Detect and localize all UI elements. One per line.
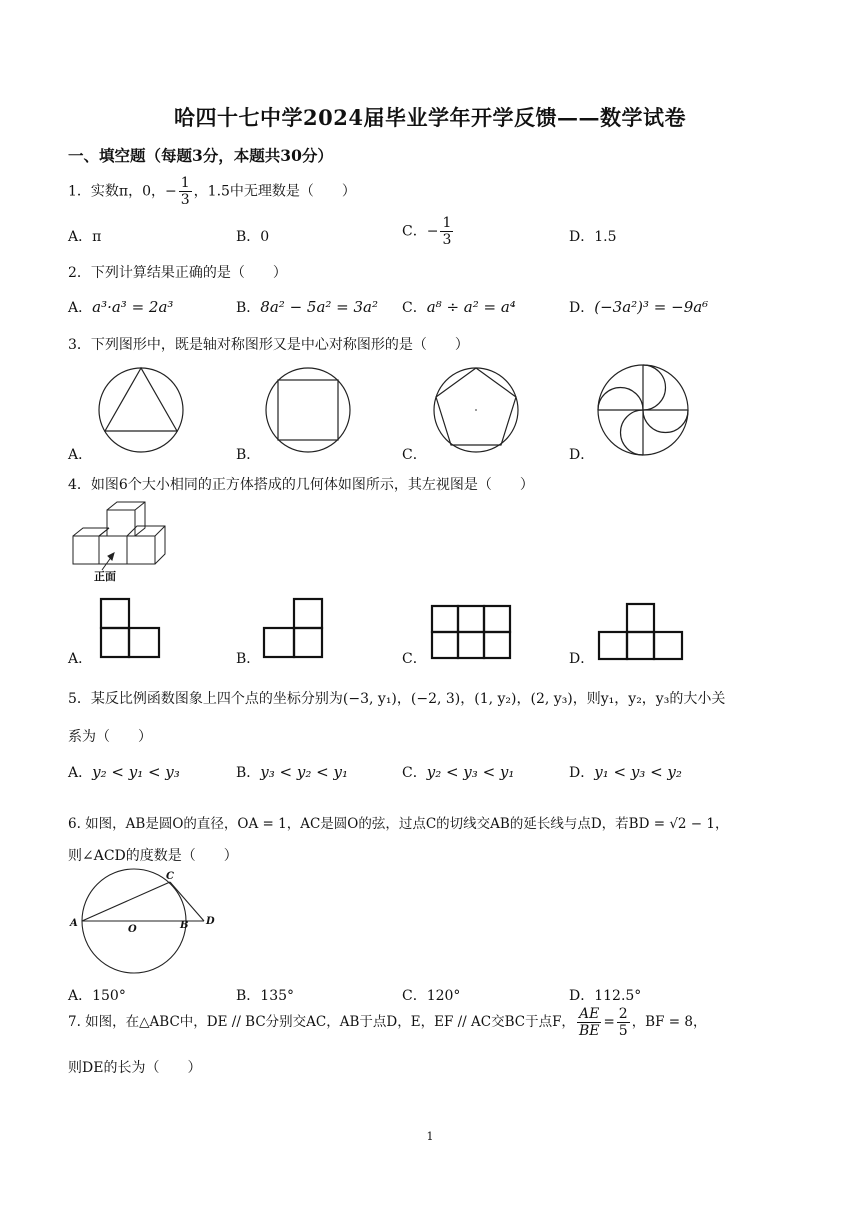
question-4-stem: 4．如图6个大小相同的正方体搭成的几何体如图所示，其左视图是（ ）	[68, 477, 534, 493]
q6-option-a[interactable]: A．150°	[68, 988, 126, 1004]
pinwheel-figure	[597, 364, 691, 458]
q6-option-d[interactable]: D．112.5°	[569, 988, 642, 1004]
question-5-stem-line2: 系为（ ）	[68, 729, 152, 745]
svg-text:D: D	[206, 916, 215, 927]
q1-option-a[interactable]: A．π	[68, 229, 102, 245]
view-c-figure	[431, 605, 513, 661]
q3-option-c[interactable]: C．	[402, 447, 427, 463]
circle-pentagon-figure	[431, 367, 521, 457]
q4-option-b[interactable]: B．	[236, 651, 261, 667]
q2-option-a[interactable]: A．a³·a³ = 2a³	[68, 298, 174, 316]
page-title: 哈四十七中学2024届毕业学年开学反馈——数学试卷	[174, 105, 686, 130]
view-d-figure	[598, 603, 684, 661]
fraction: $\frac{1}{3}$	[180, 175, 190, 209]
svg-text:O: O	[128, 924, 137, 935]
svg-text:C: C	[166, 871, 174, 882]
circle-tangent-figure	[68, 866, 218, 976]
q1-option-b[interactable]: B．0	[236, 229, 270, 245]
question-6-stem-line1: 6. 如图，AB是圆O的直径，OA = 1，AC是圆O的弦，过点C的切线交AB的延长线与点D，若BD = √2 − 1，	[68, 816, 729, 832]
front-label: 正面	[94, 570, 116, 583]
q3-option-b[interactable]: B．	[236, 447, 261, 463]
svg-text:B: B	[180, 920, 189, 931]
question-5-stem-line1: 5．某反比例函数图象上四个点的坐标分别为(−3, y₁)，(−2, 3)，(1, y₂)，(2, y₃)，则y₁，y₂，y₃的大小关	[68, 691, 726, 707]
svg-text:A: A	[70, 918, 78, 929]
question-7-stem-line1: 7. 如图，在△ABC中，DE // BC分别交AC，AB于点D，E，EF // AC交BC于点F， $\frac{AE}{BE}$ = $\frac{2}{5}$ ，BF = 8，	[68, 1006, 707, 1040]
q4-option-d[interactable]: D．	[569, 651, 595, 667]
page-number: 1	[426, 1130, 434, 1143]
question-1-stem: 1．实数π，0，− $\frac{1}{3}$ ，1.5中无理数是（ ）	[68, 175, 356, 209]
view-a-figure	[100, 598, 162, 660]
q1-option-d[interactable]: D．1.5	[569, 229, 617, 245]
q6-option-c[interactable]: C．120°	[402, 988, 461, 1004]
q2-option-b[interactable]: B．8a² − 5a² = 3a²	[236, 298, 379, 316]
circle-triangle-figure	[98, 367, 188, 457]
q2-option-d[interactable]: D．(−3a²)³ = −9a⁶	[569, 298, 709, 316]
question-6-stem-line2: 则∠ACD的度数是（ ）	[68, 848, 238, 864]
q5-option-a[interactable]: A．y₂ < y₁ < y₃	[68, 763, 180, 781]
section-heading: 一、填空题（每题3分，本题共30分）	[68, 146, 333, 165]
q1-option-c[interactable]: C．− $\frac{1}{3}$	[402, 215, 452, 249]
q3-option-d[interactable]: D．	[569, 447, 595, 463]
q3-option-a[interactable]: A．	[68, 447, 93, 463]
cube-stack-figure	[72, 496, 182, 586]
q2-option-c[interactable]: C．a⁸ ÷ a² = a⁴	[402, 298, 516, 316]
q6-option-b[interactable]: B．135°	[236, 988, 295, 1004]
view-b-figure	[263, 598, 325, 660]
q5-option-b[interactable]: B．y₃ < y₂ < y₁	[236, 763, 348, 781]
question-3-stem: 3．下列图形中，既是轴对称图形又是中心对称图形的是（ ）	[68, 337, 469, 353]
q5-option-c[interactable]: C．y₂ < y₃ < y₁	[402, 763, 515, 781]
q5-option-d[interactable]: D．y₁ < y₃ < y₂	[569, 763, 682, 781]
q4-option-a[interactable]: A．	[68, 651, 93, 667]
question-2-stem: 2．下列计算结果正确的是（ ）	[68, 265, 287, 281]
question-7-stem-line2: 则DE的长为（ ）	[68, 1060, 202, 1076]
circle-square-figure	[263, 367, 353, 457]
q4-option-c[interactable]: C．	[402, 651, 427, 667]
